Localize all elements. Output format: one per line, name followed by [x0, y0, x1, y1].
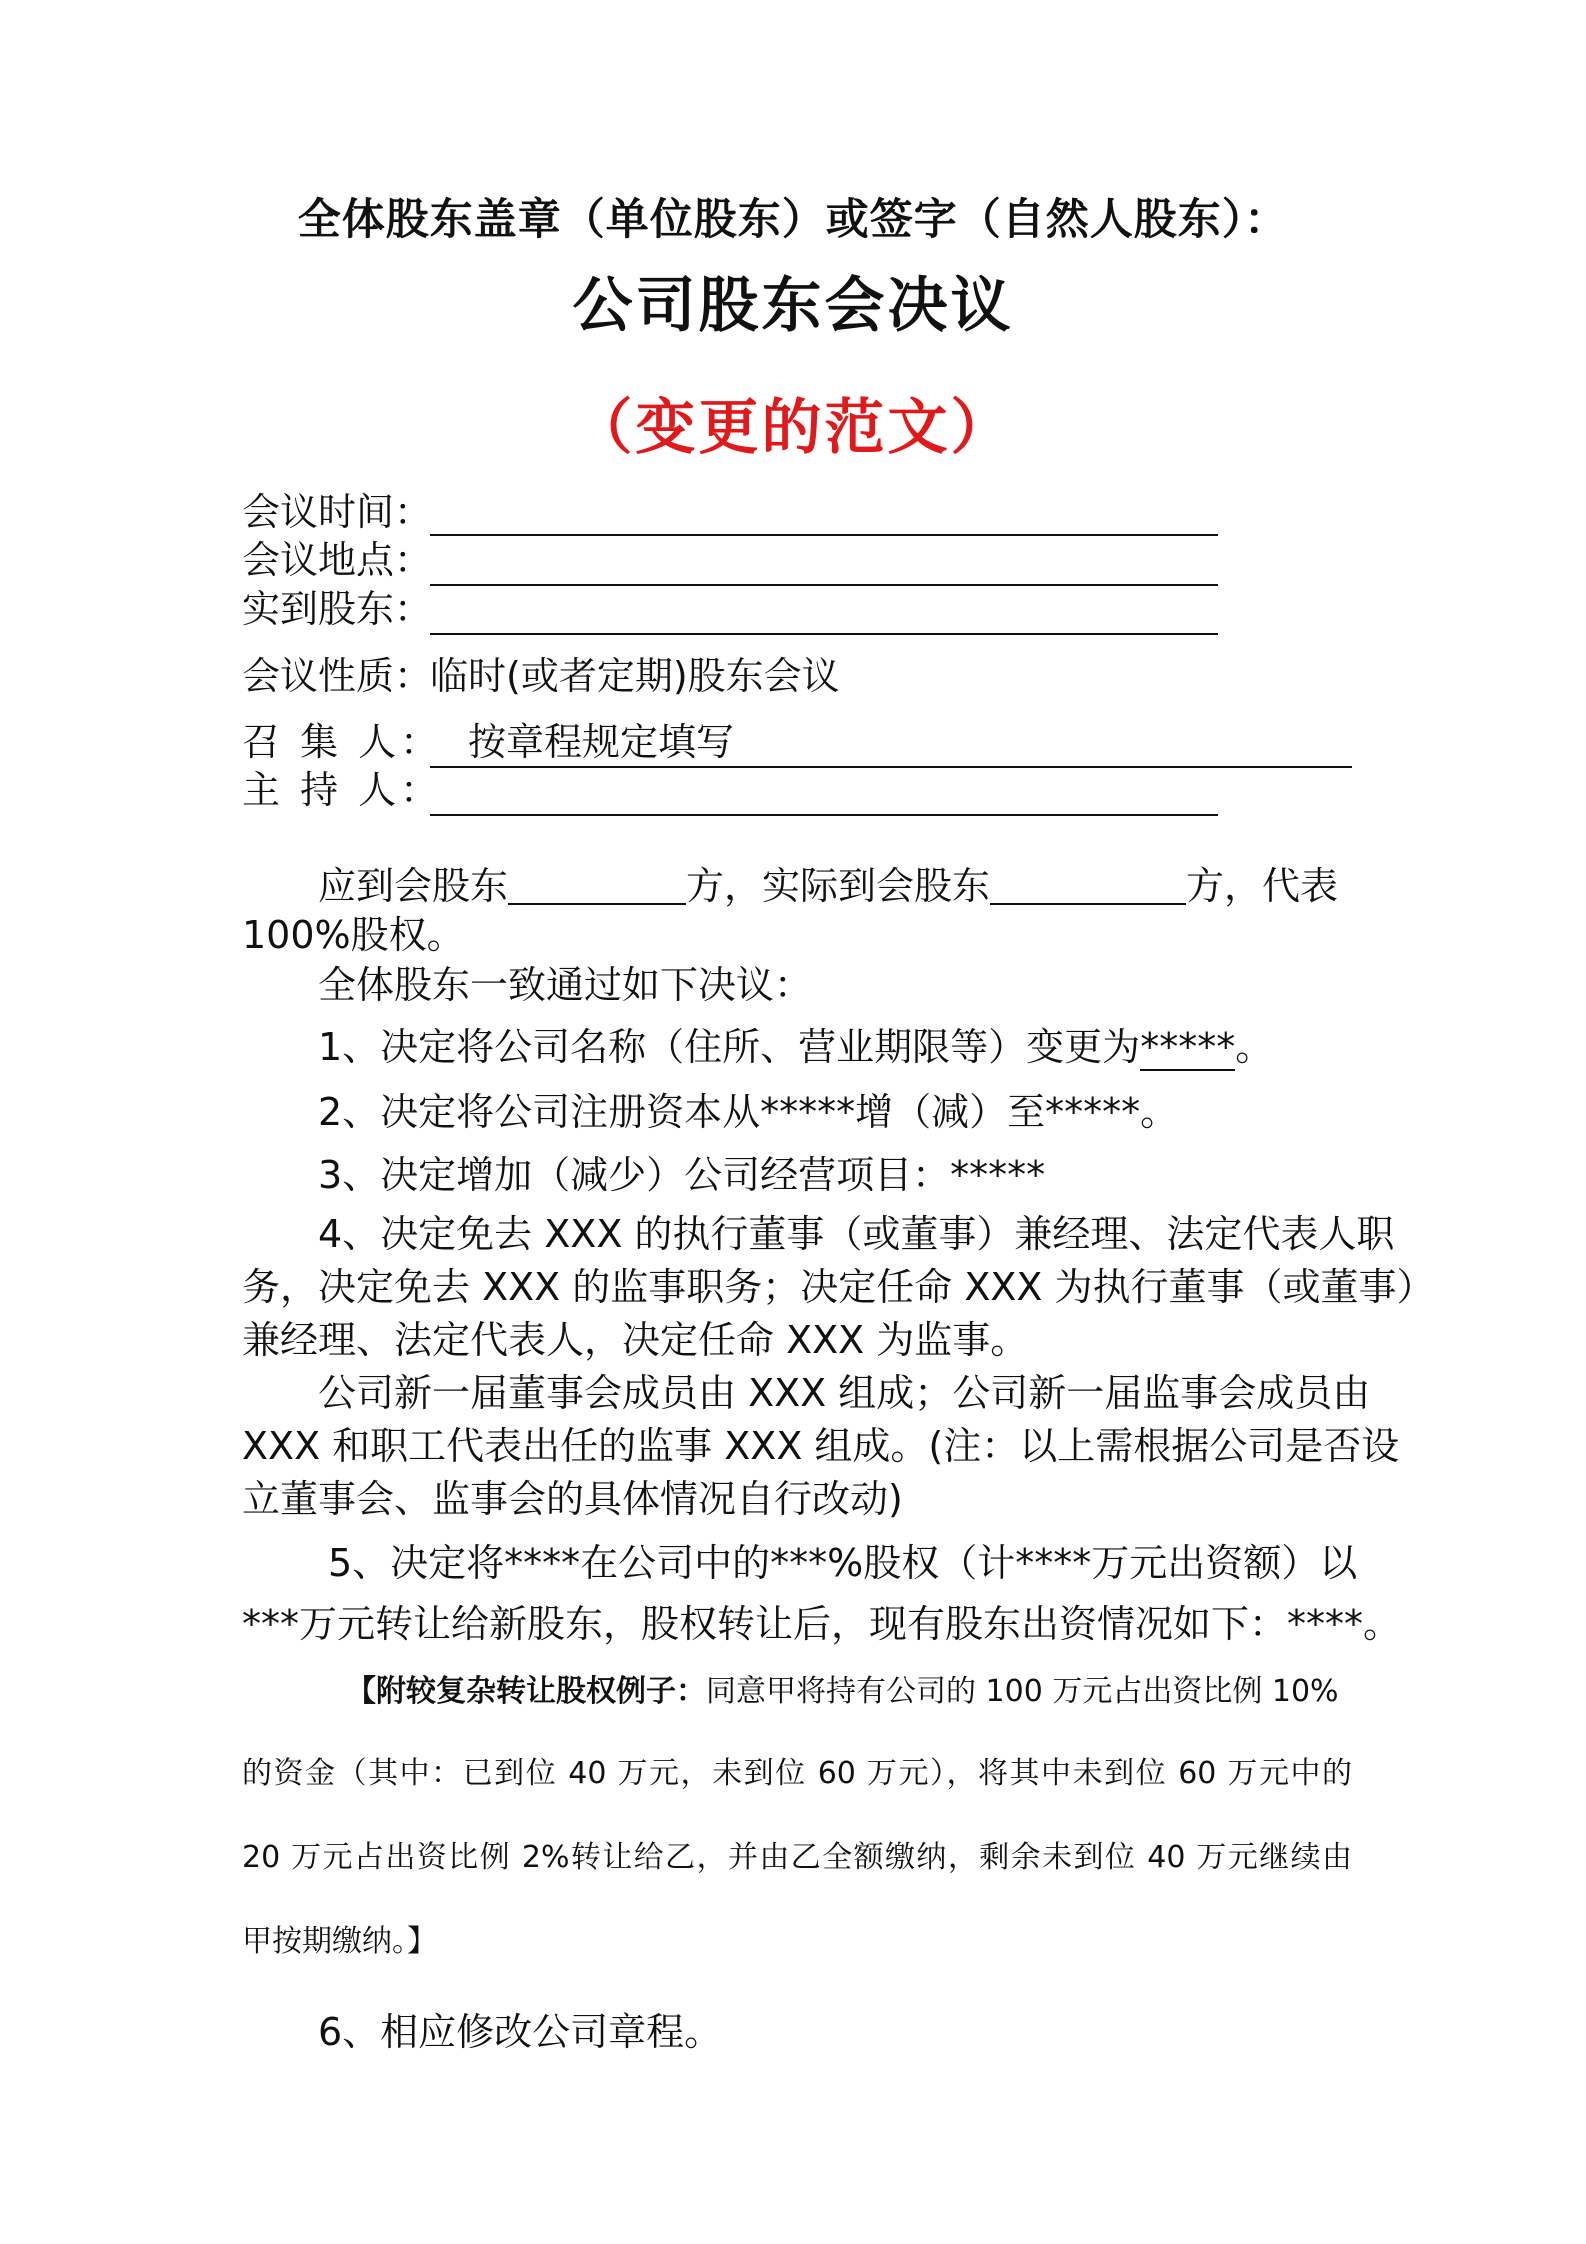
item1-end: 。	[1235, 1025, 1274, 1069]
resolution-item-1	[318, 1023, 1273, 1071]
board-paragraph-line-1: 公司新一届董事会成员由 XXX 组成；公司新一届监事会成员由	[318, 1371, 1371, 1415]
host-field[interactable]	[430, 814, 1218, 816]
attendance-text-1: 应到会股东	[318, 864, 509, 908]
example-heading: 【附较复杂转让股权例子：	[346, 1674, 706, 1709]
unanimous-statement: 全体股东一致通过如下决议：	[318, 963, 813, 1007]
item1-new-name: *****	[1140, 1025, 1236, 1069]
resolution-item-2: 2、决定将公司注册资本从*****增（减）至*****。	[318, 1090, 1179, 1134]
board-paragraph-line-2: XXX 和职工代表出任的监事 XXX 组成。(注：以上需根据公司是否设	[242, 1424, 1400, 1468]
meeting-time-field[interactable]	[430, 534, 1218, 536]
attendees-field[interactable]	[430, 633, 1218, 635]
attendance-text-2: 方，实际到会股东	[686, 864, 991, 908]
attendees-label: 实到股东：	[242, 587, 433, 631]
attendance-line	[318, 862, 1338, 910]
convener-value: 按章程规定填写	[468, 720, 735, 764]
board-paragraph-line-3: 立董事会、监事会的具体情况自行改动)	[242, 1477, 903, 1521]
convener-field[interactable]	[430, 766, 1352, 768]
attendance-text-3: 方，代表	[1186, 864, 1339, 908]
actual-shareholders-blank[interactable]	[990, 863, 1186, 905]
expected-shareholders-blank[interactable]	[508, 863, 686, 905]
example-line-1	[346, 1672, 1352, 1712]
attendance-percent: 100%股权。	[242, 913, 465, 957]
convener-label: 召 集 人：	[242, 720, 443, 764]
example-text-1: 同意甲将持有公司的 100 万元占出资比例 10%	[706, 1674, 1339, 1709]
meeting-time-label: 会议时间：	[242, 490, 433, 534]
item1-text: 1、决定将公司名称（住所、营业期限等）变更为	[318, 1025, 1141, 1069]
meeting-place-field[interactable]	[430, 584, 1218, 586]
example-line-2: 的资金（其中：已到位 40 万元，未到位 60 万元），将其中未到位 60 万元中的	[242, 1756, 1352, 1791]
nature-label: 会议性质：	[242, 654, 433, 698]
meeting-place-label: 会议地点：	[242, 538, 433, 582]
host-label: 主 持 人：	[242, 768, 443, 812]
resolution-item-3: 3、决定增加（减少）公司经营项目：*****	[318, 1153, 1046, 1197]
resolution-item-5-line-2: ***万元转让给新股东，股权转让后，现有股东出资情况如下：****。	[242, 1602, 1402, 1646]
resolution-item-6: 6、相应修改公司章程。	[318, 2010, 723, 2054]
example-line-3: 20 万元占出资比例 2%转让给乙，并由乙全额缴纳，剩余未到位 40 万元继续由	[242, 1840, 1352, 1875]
example-line-4: 甲按期缴纳。】	[242, 1924, 437, 1959]
resolution-item-4-line-2: 务，决定免去 XXX 的监事职务；决定任命 XXX 为执行董事（或董事）	[242, 1265, 1435, 1309]
document-title: 公司股东会决议	[572, 271, 1014, 341]
signature-note: 全体股东盖章（单位股东）或签字（自然人股东）：	[297, 195, 1289, 245]
nature-value: 临时(或者定期)股东会议	[430, 654, 840, 698]
resolution-item-5-line-1: 5、决定将****在公司中的***%股权（计****万元出资额）以	[328, 1541, 1358, 1585]
resolution-item-4-line-1: 4、决定免去 XXX 的执行董事（或董事）兼经理、法定代表人职	[318, 1212, 1395, 1256]
resolution-item-4-line-3: 兼经理、法定代表人，决定任命 XXX 为监事。	[242, 1318, 1029, 1362]
document-subtitle: （变更的范文）	[572, 393, 1014, 463]
